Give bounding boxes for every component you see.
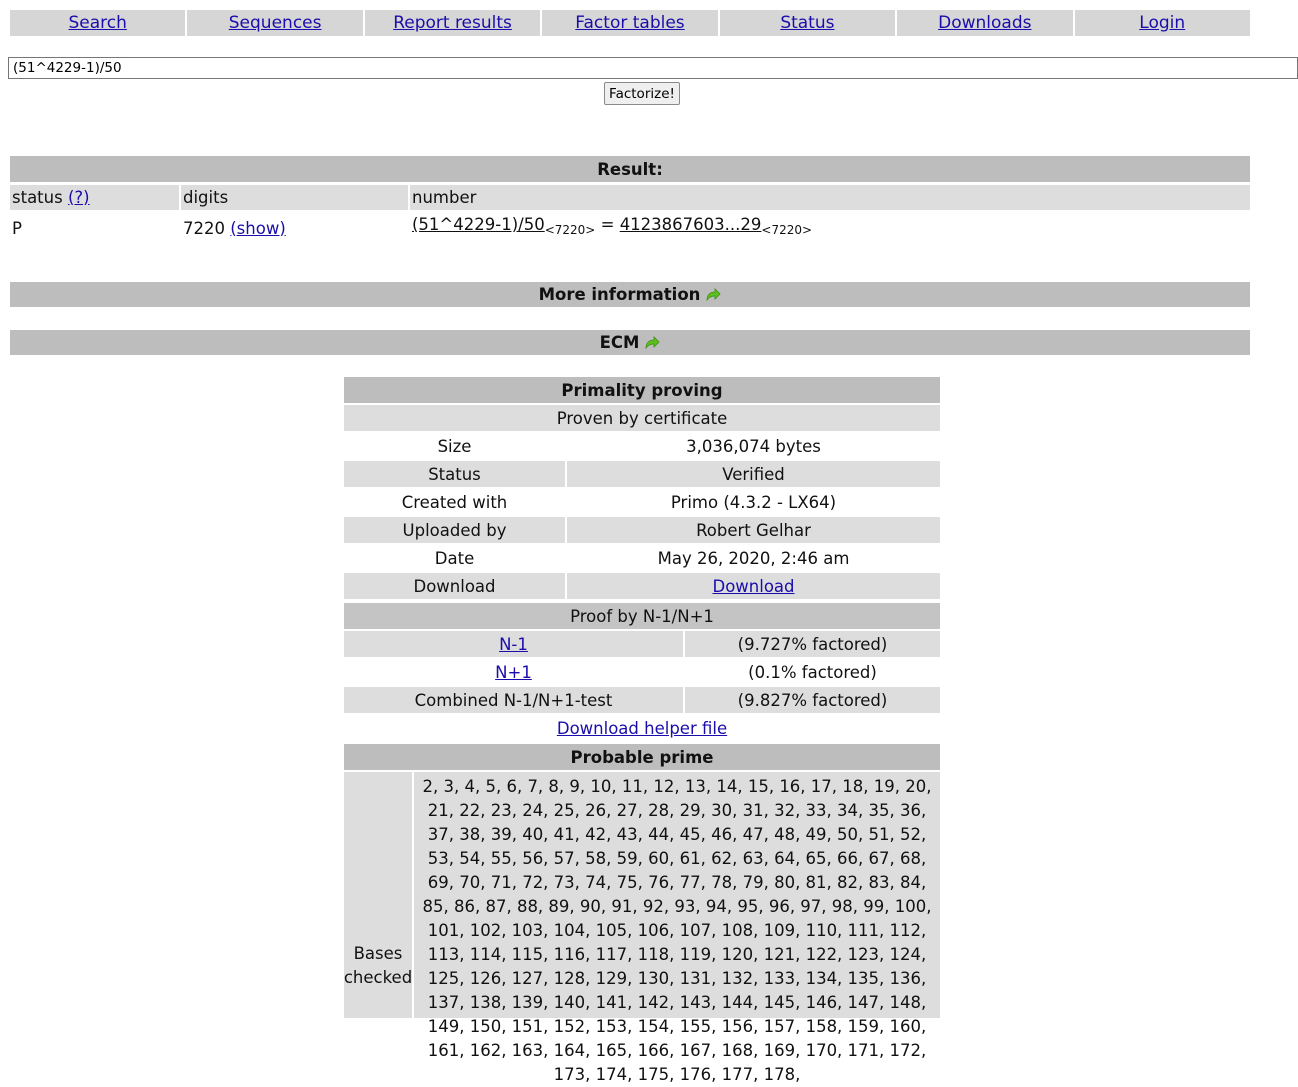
- proven-by-certificate: Proven by certificate: [344, 405, 940, 431]
- show-digits-link[interactable]: (show): [230, 218, 286, 238]
- nav-link-report-results[interactable]: Report results: [393, 13, 512, 33]
- status-label: Status: [344, 461, 565, 487]
- ecm-label: ECM: [599, 333, 640, 352]
- nav-item-factor-tables: [542, 10, 717, 36]
- bases-checked-list: 2, 3, 4, 5, 6, 7, 8, 9, 10, 11, 12, 13, 14, 15, 16, 17, 18, 19, 20, 21, 22, 23, 24, 25, 26, 27, 28, 29, 30, 31, 32, 33, 34, 35, 36, 37, 38, 39, 40, 41, 42, 43, 44, 45, 46, 47, 48, 49, 50, 51, 52, 53, 54, 55, 56, 57, 58, 59, 60, 61, 62, 63, 64, 65, 66, 67, 68, 69, 70, 71, 72, 73, 74, 75, 76, 77, 78, 79, 80, 81, 82, 83, 84, 85, 86, 87, 88, 89, 90, 91, 92, 93, 94, 95, 96, 97, 98, 99, 100, 101, 102, 103, 104, 105, 106, 107, 108, 109, 110, 111, 112, 113, 114, 115, 116, 117, 118, 119, 120, 121, 122, 123, 124, 125, 126, 127, 128, 129, 130, 131, 132, 133, 134, 135, 136, 137, 138, 139, 140, 141, 142, 143, 144, 145, 146, 147, 148, 149, 150, 151, 152, 153, 154, 155, 156, 157, 158, 159, 160, 161, 162, 163, 164, 165, 166, 167, 168, 169, 170, 171, 172, 173, 174, 175, 176, 177, 178,: [414, 772, 940, 1018]
- nav-item-status: [720, 10, 895, 36]
- more-information-bar[interactable]: [10, 282, 1250, 307]
- probable-prime-title: Probable prime: [344, 744, 940, 770]
- download-cell: [567, 573, 940, 599]
- date-label: Date: [434, 548, 475, 568]
- combined-test-label: Combined N-1/N+1-test: [344, 687, 683, 713]
- expand-arrow-icon: [644, 336, 660, 350]
- nav-item-login: [1075, 10, 1250, 36]
- nav-link-factor-tables[interactable]: Factor tables: [575, 13, 685, 33]
- more-information-label: More information: [538, 285, 701, 304]
- size-value: 3,036,074 bytes: [686, 436, 821, 456]
- expand-arrow-icon: [705, 288, 721, 302]
- download-helper-file-link[interactable]: Download helper file: [556, 718, 728, 738]
- n-minus-1-value: (9.727% factored): [685, 631, 940, 657]
- nav-link-login[interactable]: Login: [1139, 13, 1186, 33]
- equals-sign: =: [595, 215, 620, 234]
- nav-item-sequences: [187, 10, 362, 36]
- uploaded-by-value: Robert Gelhar: [567, 517, 940, 543]
- result-digits: 7220: [183, 218, 225, 238]
- size-label: Size: [437, 436, 472, 456]
- result-digits-cell: [181, 214, 408, 242]
- number-header-label: number: [412, 188, 477, 207]
- status-value: Verified: [567, 461, 940, 487]
- value-digits-sub: <7220>: [761, 223, 813, 237]
- number-value-link[interactable]: 4123867603...29: [619, 215, 762, 234]
- status-header-label: status: [12, 188, 63, 207]
- download-certificate-link[interactable]: Download: [712, 576, 795, 596]
- combined-test-value: (9.827% factored): [685, 687, 940, 713]
- bases-checked-label: Bases checked: [344, 772, 412, 1018]
- status-column-header: [10, 185, 179, 210]
- top-navigation: [10, 10, 1250, 36]
- nav-item-search: [10, 10, 185, 36]
- n-plus-1-value: (0.1% factored): [748, 662, 877, 682]
- uploaded-by-label: Uploaded by: [344, 517, 565, 543]
- created-with-label: Created with: [401, 492, 508, 512]
- digits-column-header: [181, 185, 408, 210]
- nav-item-report-results: [365, 10, 540, 36]
- result-status: P: [12, 218, 22, 238]
- nav-link-downloads[interactable]: Downloads: [938, 13, 1032, 33]
- nav-item-downloads: [897, 10, 1072, 36]
- expression-digits-sub: <7220>: [544, 223, 596, 237]
- proof-title: Proof by N-1/N+1: [344, 603, 940, 629]
- date-value: May 26, 2020, 2:46 am: [657, 548, 850, 568]
- helper-file-cell: [344, 715, 940, 741]
- result-title: Result:: [597, 159, 663, 179]
- factorize-button[interactable]: Factorize!: [604, 82, 680, 105]
- number-column-header: [410, 185, 1250, 210]
- n-minus-1-link[interactable]: N-1: [499, 634, 528, 654]
- result-header: [10, 156, 1250, 182]
- result-status-cell: [10, 214, 179, 242]
- nav-link-sequences[interactable]: Sequences: [228, 13, 322, 33]
- n-plus-1-link[interactable]: N+1: [495, 662, 532, 682]
- number-expression-link[interactable]: (51^4229-1)/50: [412, 215, 545, 234]
- nav-link-status[interactable]: Status: [780, 13, 835, 33]
- factor-query-input[interactable]: [8, 57, 1298, 79]
- status-help-link[interactable]: (?): [67, 188, 90, 207]
- primality-title: Primality proving: [344, 377, 940, 403]
- created-with-value: Primo (4.3.2 - LX64): [670, 492, 837, 512]
- nav-link-search[interactable]: Search: [68, 13, 127, 33]
- n-plus-1-cell: [344, 659, 683, 685]
- result-number-cell: [410, 212, 1250, 240]
- ecm-bar[interactable]: [10, 330, 1250, 355]
- digits-header-label: digits: [183, 188, 229, 207]
- download-label: Download: [344, 573, 565, 599]
- n-minus-1-cell: [344, 631, 683, 657]
